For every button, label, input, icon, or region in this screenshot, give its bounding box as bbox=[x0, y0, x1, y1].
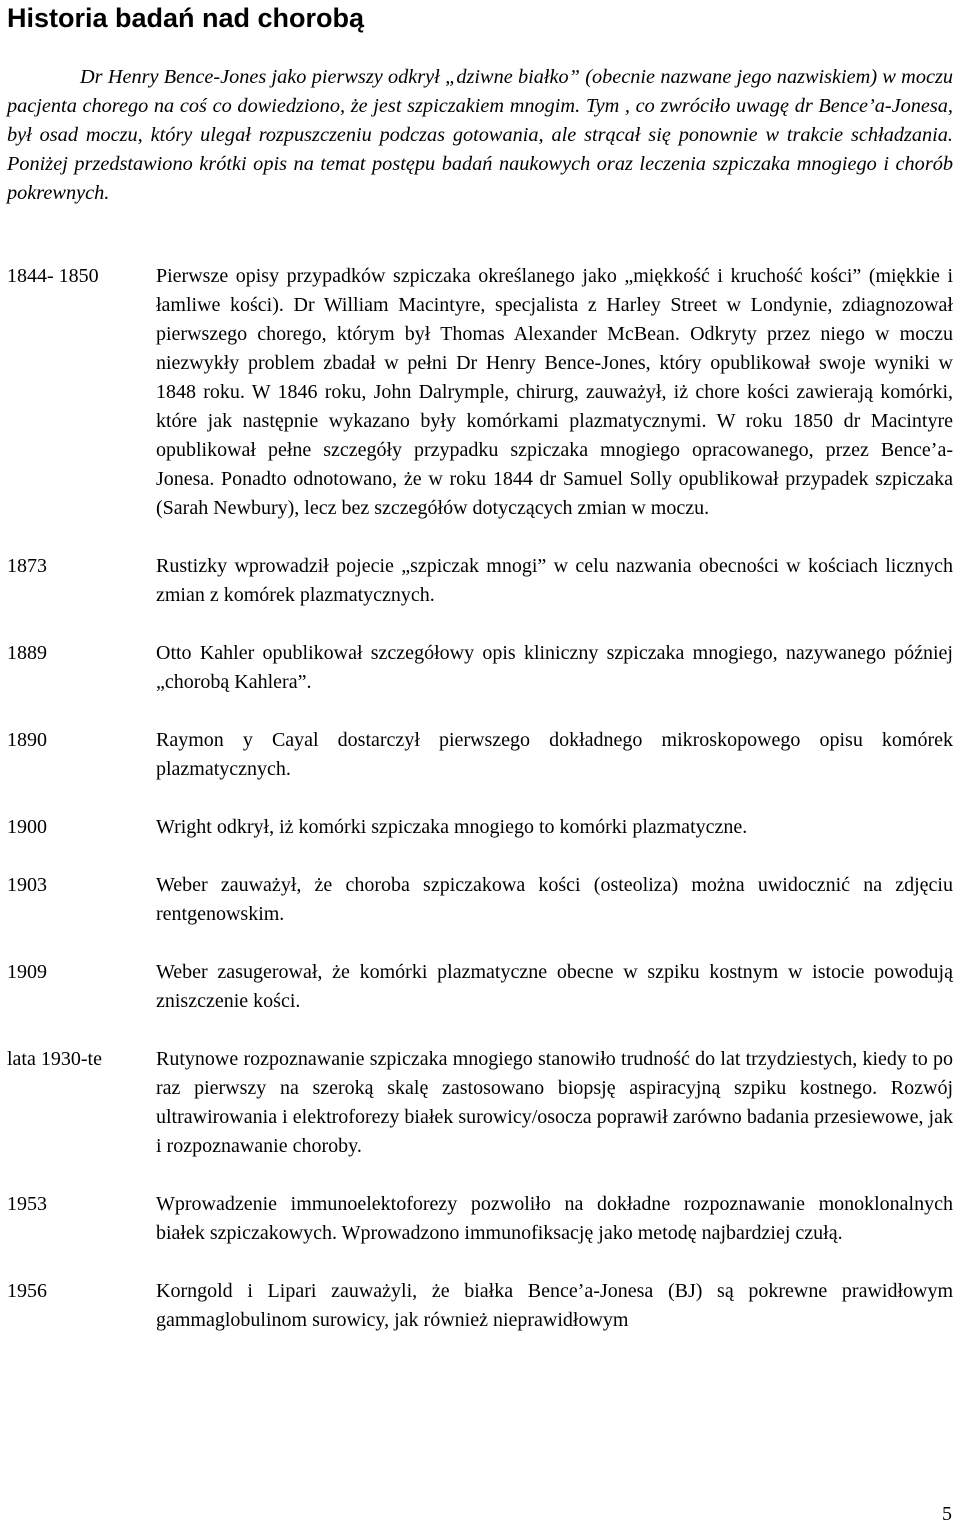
timeline-entry bbox=[7, 958, 953, 1016]
timeline-entry bbox=[7, 1045, 953, 1161]
intro-paragraph: Dr Henry Bence-Jones jako pierwszy odkrył „dziwne białko” (obecnie nazwane jego nazwiskiem) w moczu pacjenta chorego na coś co dowiedziono, że jest szpiczakiem mnogim. Tym , co zwróciło uwagę dr Bence’a-Jonesa, był osad moczu, który ulegał rozpuszczeniu podczas gotowania, ale strącał się ponownie w trakcie schładzania. Poniżej przedstawiono krótki opis na temat postępu badań naukowych oraz leczenia szpiczaka mnogiego i chorób pokrewnych. bbox=[7, 66, 953, 204]
timeline-text: Rutynowe rozpoznawanie szpiczaka mnogiego stanowiło trudność do lat trzydziestych, kiedy to po raz pierwszy na szeroką skalę zastosowano biopsję aspiracyjną szpiku kostnego. Rozwój ultrawirowania i elektroforezy białek surowicy/osocza poprawił zarówno badania przesiewowe, jak i rozpoznawanie choroby. bbox=[156, 1048, 953, 1157]
timeline-entry bbox=[7, 639, 953, 697]
timeline-text: Pierwsze opisy przypadków szpiczaka określanego jako „miękkość i kruchość kości” (miękkie i łamliwe kości). Dr William Macintyre, specjalista z Harley Street w Londynie, zdiagnozował pierwszego chorego, którym był Thomas Alexander McBean. Odkryty przez niego w moczu niezwykły problem zbadał w pełni Dr Henry Bence-Jones, który opublikował swoje wyniki w 1848 roku. W 1846 roku, John Dalrymple, chirurg, zauważył, iż chore kości zawierają komórki, które jak następnie wykazano były komórkami plazmatycznymi. W roku 1850 dr Macintyre opublikował pełne szczegóły przypadku szpiczaka mnogiego opracowanego, przez Bence’a-Jonesa. Ponadto odnotowano, że w roku 1844 dr Samuel Solly opublikował przypadek szpiczaka (Sarah Newbury), lecz bez szczegółów dotyczących zmian w moczu. bbox=[156, 265, 953, 519]
timeline-text: Korngold i Lipari zauważyli, że białka Bence’a-Jonesa (BJ) są pokrewne prawidłowym gammaglobulinom surowicy, jak również nieprawidłowym bbox=[156, 1280, 953, 1331]
page-number: 5 bbox=[942, 1503, 952, 1525]
timeline-entry bbox=[7, 726, 953, 784]
timeline-year: 1909 bbox=[7, 961, 47, 983]
timeline-text: Raymon y Cayal dostarczył pierwszego dokładnego mikroskopowego opisu komórek plazmatycznych. bbox=[156, 729, 953, 780]
timeline-year: 1873 bbox=[7, 555, 47, 577]
page-title: Historia badań nad chorobą bbox=[7, 3, 365, 33]
timeline-text: Weber zasugerował, że komórki plazmatyczne obecne w szpiku kostnym w istocie powodują zniszczenie kości. bbox=[156, 961, 953, 1012]
timeline-year: lata 1930-te bbox=[7, 1048, 102, 1070]
timeline-text: Otto Kahler opublikował szczegółowy opis kliniczny szpiczaka mnogiego, nazywanego później „chorobą Kahlera”. bbox=[156, 642, 953, 693]
timeline-year: 1953 bbox=[7, 1193, 47, 1215]
timeline-entry bbox=[7, 813, 953, 842]
timeline-text: Weber zauważył, że choroba szpiczakowa kości (osteoliza) można uwidocznić na zdjęciu rentgenowskim. bbox=[156, 874, 953, 925]
timeline-year: 1844- 1850 bbox=[7, 265, 99, 287]
timeline-entry bbox=[7, 1277, 953, 1335]
timeline-text: Rustizky wprowadził pojecie „szpiczak mnogi” w celu nazwania obecności w kościach licznych zmian z komórek plazmatycznych. bbox=[156, 555, 953, 606]
timeline-year: 1903 bbox=[7, 874, 47, 896]
timeline-entry bbox=[7, 262, 953, 523]
timeline-text: Wright odkrył, iż komórki szpiczaka mnogiego to komórki plazmatyczne. bbox=[156, 816, 748, 838]
timeline-text: Wprowadzenie immunoelektoforezy pozwoliło na dokładne rozpoznawanie monoklonalnych białek szpiczakowych. Wprowadzono immunofiksację jako metodę najbardziej czułą. bbox=[156, 1193, 953, 1244]
timeline-year: 1900 bbox=[7, 816, 47, 838]
timeline-entry bbox=[7, 552, 953, 610]
timeline-year: 1889 bbox=[7, 642, 47, 664]
timeline-entry bbox=[7, 871, 953, 929]
timeline bbox=[7, 262, 953, 1335]
timeline-entry bbox=[7, 1190, 953, 1248]
timeline-year: 1956 bbox=[7, 1280, 47, 1302]
timeline-year: 1890 bbox=[7, 729, 47, 751]
